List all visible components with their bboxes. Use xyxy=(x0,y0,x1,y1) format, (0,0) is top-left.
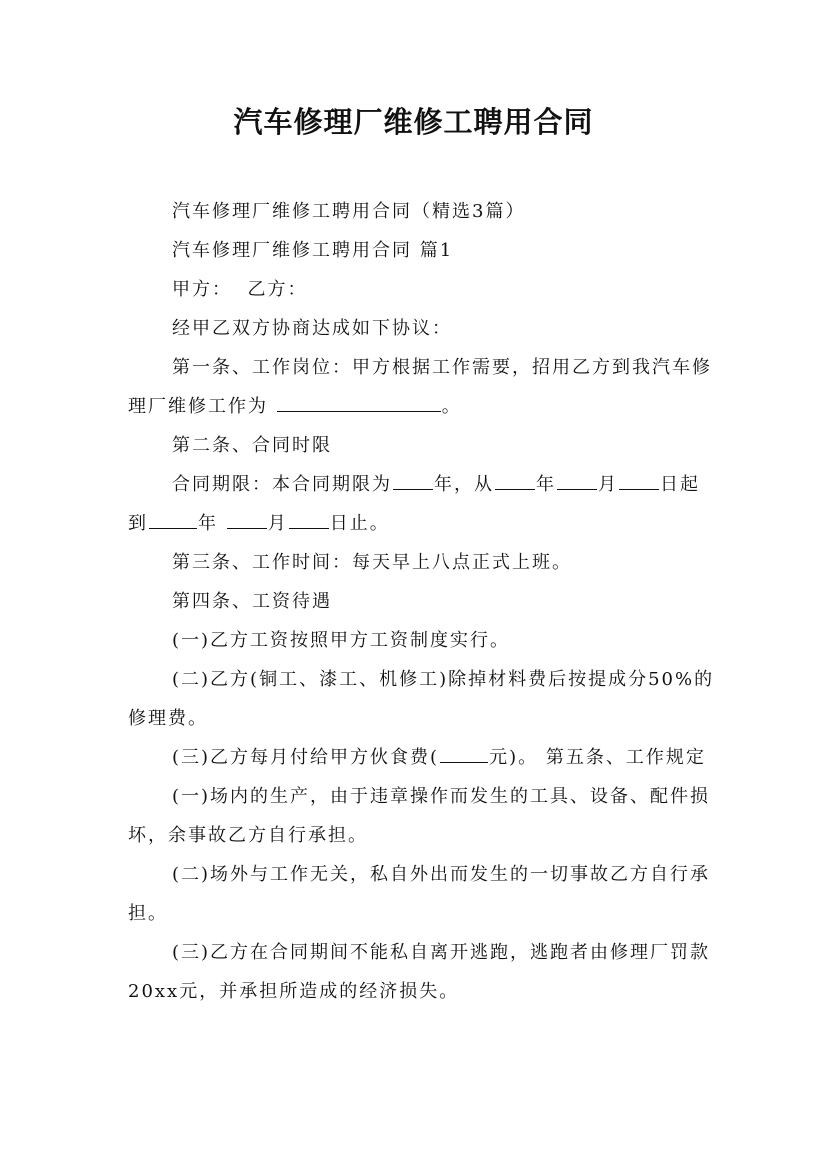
fill-blank-start-year xyxy=(495,471,535,490)
paragraph-part-heading: 汽车修理厂维修工聘用合同 篇1 xyxy=(172,240,454,261)
paragraph-rule-1: (一)场内的生产，由于违章操作而发生的工具、设备、配件损坏，余事故乙方自行承担。 xyxy=(128,786,711,846)
fill-blank-years xyxy=(393,471,433,490)
contract-body xyxy=(128,192,716,1011)
period-text-4: 月 xyxy=(598,474,618,495)
fill-blank-end-day xyxy=(289,510,329,529)
fill-blank-end-month xyxy=(227,510,267,529)
period-text-3: 年 xyxy=(536,474,556,495)
paragraph-rule-3: (三)乙方在合同期间不能私自离开逃跑，逃跑者由修理厂罚款20xx元，并承担所造成的经济损失。 xyxy=(128,942,711,1002)
period-text-2: 年，从 xyxy=(434,474,494,495)
paragraph-wage-2: (二)乙方(铜工、漆工、机修工)除掉材料费后按提成分50%的修理费。 xyxy=(128,669,715,729)
fill-blank-end-year xyxy=(149,510,197,529)
fill-blank-meal-fee xyxy=(440,744,488,763)
paragraph-article-1 xyxy=(128,348,716,426)
paragraph-article-2: 第二条、合同时限 xyxy=(172,435,332,456)
paragraph-rule-2: (二)场外与工作无关，私自外出而发生的一切事故乙方自行承担。 xyxy=(128,864,711,924)
paragraph-article-3: 第三条、工作时间：每天早上八点正式上班。 xyxy=(172,552,572,573)
paragraph-agreement-intro: 经甲乙双方协商达成如下协议： xyxy=(172,318,452,339)
paragraph-article-4: 第四条、工资待遇 xyxy=(172,591,332,612)
paragraph-wage-1: (一)乙方工资按照甲方工资制度实行。 xyxy=(172,630,511,651)
period-text-6: 年 xyxy=(198,513,226,534)
period-text-7: 月 xyxy=(267,513,288,534)
period-text-5: 日起到 xyxy=(128,474,700,534)
document-title: 汽车修理厂维修工聘用合同 xyxy=(233,105,594,139)
paragraph-wage-3 xyxy=(128,738,716,777)
paragraph-contract-period xyxy=(128,465,716,543)
fill-blank-start-day xyxy=(619,471,659,490)
article-1-text: 第一条、工作岗位：甲方根据工作需要，招用乙方到我汽车修理厂维修工作为 xyxy=(128,357,712,417)
fill-blank-start-month xyxy=(557,471,597,490)
fill-blank-position xyxy=(277,393,441,412)
paragraph-parties: 甲方： 乙方： xyxy=(172,279,308,300)
paragraph-subtitle: 汽车修理厂维修工聘用合同（精选3篇） xyxy=(172,201,526,222)
period-text-1: 合同期限：本合同期限为 xyxy=(172,474,392,495)
article-1-end: 。 xyxy=(441,396,462,417)
wage-3-text: (三)乙方每月付给甲方伙食费( xyxy=(172,747,440,768)
wage-3-end: 元)。 第五条、工作规定 xyxy=(489,747,706,768)
period-text-8: 日止。 xyxy=(329,513,390,534)
